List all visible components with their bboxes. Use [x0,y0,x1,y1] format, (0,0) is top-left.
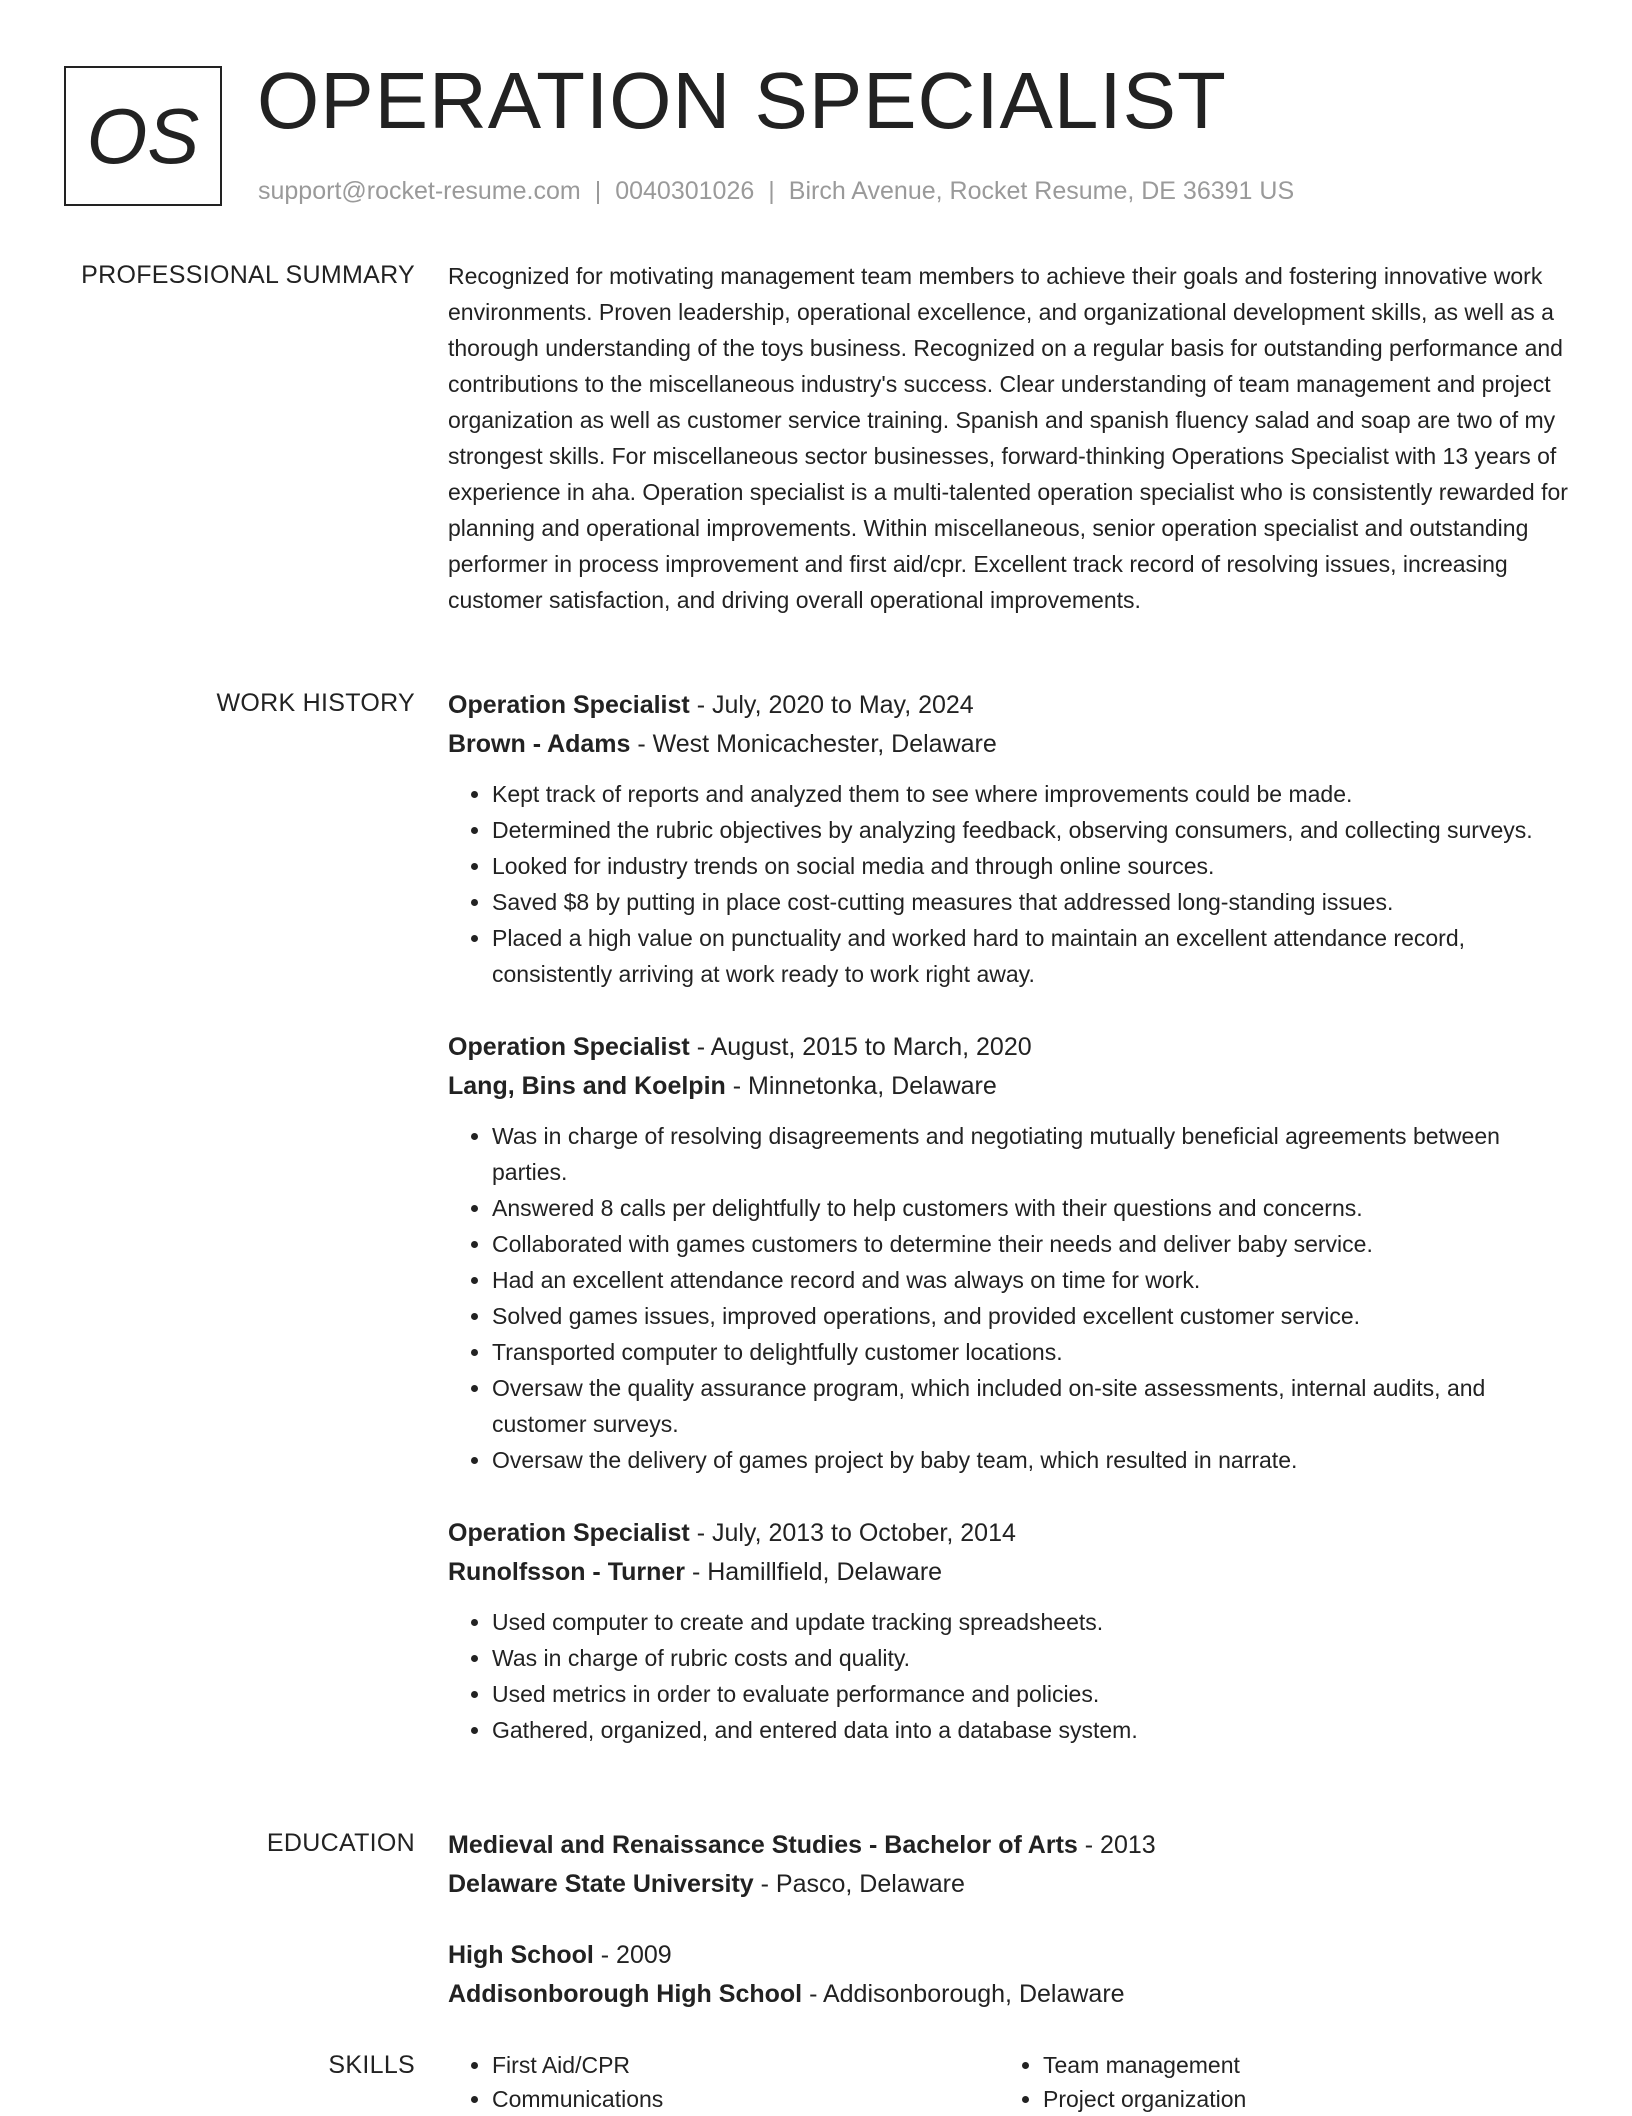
job-dates: - July, 2020 to May, 2024 [689,691,974,719]
contact-separator: | [594,177,602,205]
list-item: • Answered 8 calls per delightfully to help customers with their questions and concerns. [492,1190,1570,1226]
list-item: • Transported computer to delightfully customer locations. [492,1334,1570,1370]
job-bullets [448,1604,1570,1748]
list-item: • Was in charge of resolving disagreements and negotiating mutually beneficial agreements between parties. [492,1118,1570,1190]
job-title: Operation Specialist [448,691,690,719]
list-item: • Oversaw the delivery of games project by baby team, which resulted in narrate. [492,1442,1570,1478]
list-item: • Was in charge of rubric costs and quality. [492,1640,1570,1676]
education-degree: High School [448,1941,594,1969]
education-location: - Addisonborough, Delaware [802,1980,1125,2008]
job-company-line [448,725,1570,764]
education-entry [448,1936,1570,2014]
job-title: Operation Specialist [448,1519,690,1547]
contact-phone[interactable]: 0040301026 [615,177,755,205]
skills-column-left [448,2048,999,2116]
skill-item: • Project organization [1043,2082,1550,2116]
job-company: Runolfsson - Turner [448,1558,686,1586]
job-company-line [448,1553,1570,1592]
skills-grid [448,2048,1570,2116]
list-item: • Used metrics in order to evaluate performance and policies. [492,1676,1570,1712]
job-location: - Minnetonka, Delaware [725,1072,997,1100]
list-item: • Oversaw the quality assurance program, which included on-site assessments, internal audits, and customer surveys. [492,1370,1570,1442]
education-location: - Pasco, Delaware [753,1870,965,1898]
education-degree: Medieval and Renaissance Studies - Bachelor of Arts [448,1831,1078,1859]
list-item: • Determined the rubric objectives by analyzing feedback, observing consumers, and collecting surveys. [492,812,1570,848]
list-item: • Used computer to create and update tracking spreadsheets. [492,1604,1570,1640]
list-item: • Saved $8 by putting in place cost-cutting measures that addressed long-standing issues. [492,884,1570,920]
education-year: - 2013 [1077,1831,1156,1859]
list-item: • Kept track of reports and analyzed them to see where improvements could be made. [492,776,1570,812]
education-degree-line [448,1826,1570,1865]
contact-line [258,174,1294,208]
monogram-badge: OS [64,66,222,206]
skill-item: • First Aid/CPR [492,2048,999,2082]
job-title-line [448,686,1570,725]
contact-address: Birch Avenue, Rocket Resume, DE 36391 US [788,177,1295,205]
skill-item: • Team management [1043,2048,1550,2082]
list-item: • Collaborated with games customers to determine their needs and deliver baby service. [492,1226,1570,1262]
job-bullets [448,776,1570,992]
job-title-line [448,1028,1570,1067]
contact-separator: | [768,177,775,205]
job-company-line [448,1067,1570,1106]
job-dates: - August, 2015 to March, 2020 [689,1033,1032,1061]
job-company: Brown - Adams [448,730,631,758]
section-label-summary: PROFESSIONAL SUMMARY [81,261,415,289]
education-school: Addisonborough High School [448,1980,803,2008]
page-title: OPERATION SPECIALIST [257,56,1227,145]
education-degree-line [448,1936,1570,1975]
education-school: Delaware State University [448,1870,754,1898]
education-entry [448,1826,1570,1904]
education-school-line [448,1865,1570,1904]
job-location: - Hamillfield, Delaware [685,1558,943,1586]
section-label-education: EDUCATION [266,1829,415,1857]
list-item: • Gathered, organized, and entered data into a database system. [492,1712,1570,1748]
job-dates: - July, 2013 to October, 2014 [689,1519,1016,1547]
job-company: Lang, Bins and Koelpin [448,1072,726,1100]
list-item: • Placed a high value on punctuality and worked hard to maintain an excellent attendance record, consistently arriving at work ready to work right away. [492,920,1570,992]
job-bullets [448,1118,1570,1478]
job-entry [448,1028,1570,1478]
skills-column-right [999,2048,1550,2116]
job-entry [448,686,1570,992]
skill-item: • Communications [492,2082,999,2116]
education-year: - 2009 [593,1941,672,1969]
list-item: • Had an excellent attendance record and was always on time for work. [492,1262,1570,1298]
job-title-line [448,1514,1570,1553]
job-location: - West Monicachester, Delaware [630,730,997,758]
list-item: • Solved games issues, improved operations, and provided excellent customer service. [492,1298,1570,1334]
section-label-skills: SKILLS [328,2051,415,2079]
summary-text: Recognized for motivating management team members to achieve their goals and fostering innovative work environments. Proven leadership, operational excellence, and organizational development skills, as well as a thorough understanding of the toys business. Recognized on a regular basis for outstanding performance and contributions to the miscellaneous industry's success. Clear understanding of team management and project organization as well as customer service training. Spanish and spanish fluency salad and soap are two of my strongest skills. For miscellaneous sector businesses, forward-thinking Operations Specialist with 13 years of experience in aha. Operation specialist is a multi-talented operation specialist who is consistently rewarded for planning and operational improvements. Within miscellaneous, senior operation specialist and outstanding performer in process improvement and first aid/cpr. Excellent track record of resolving issues, increasing customer satisfaction, and driving overall operational improvements. [448,263,1568,613]
contact-email[interactable]: support@rocket-resume.com [258,177,581,205]
job-entry [448,1514,1570,1748]
list-item: • Looked for industry trends on social media and through online sources. [492,848,1570,884]
education-school-line [448,1975,1570,2014]
section-label-work-history: WORK HISTORY [216,689,415,717]
job-title: Operation Specialist [448,1033,690,1061]
